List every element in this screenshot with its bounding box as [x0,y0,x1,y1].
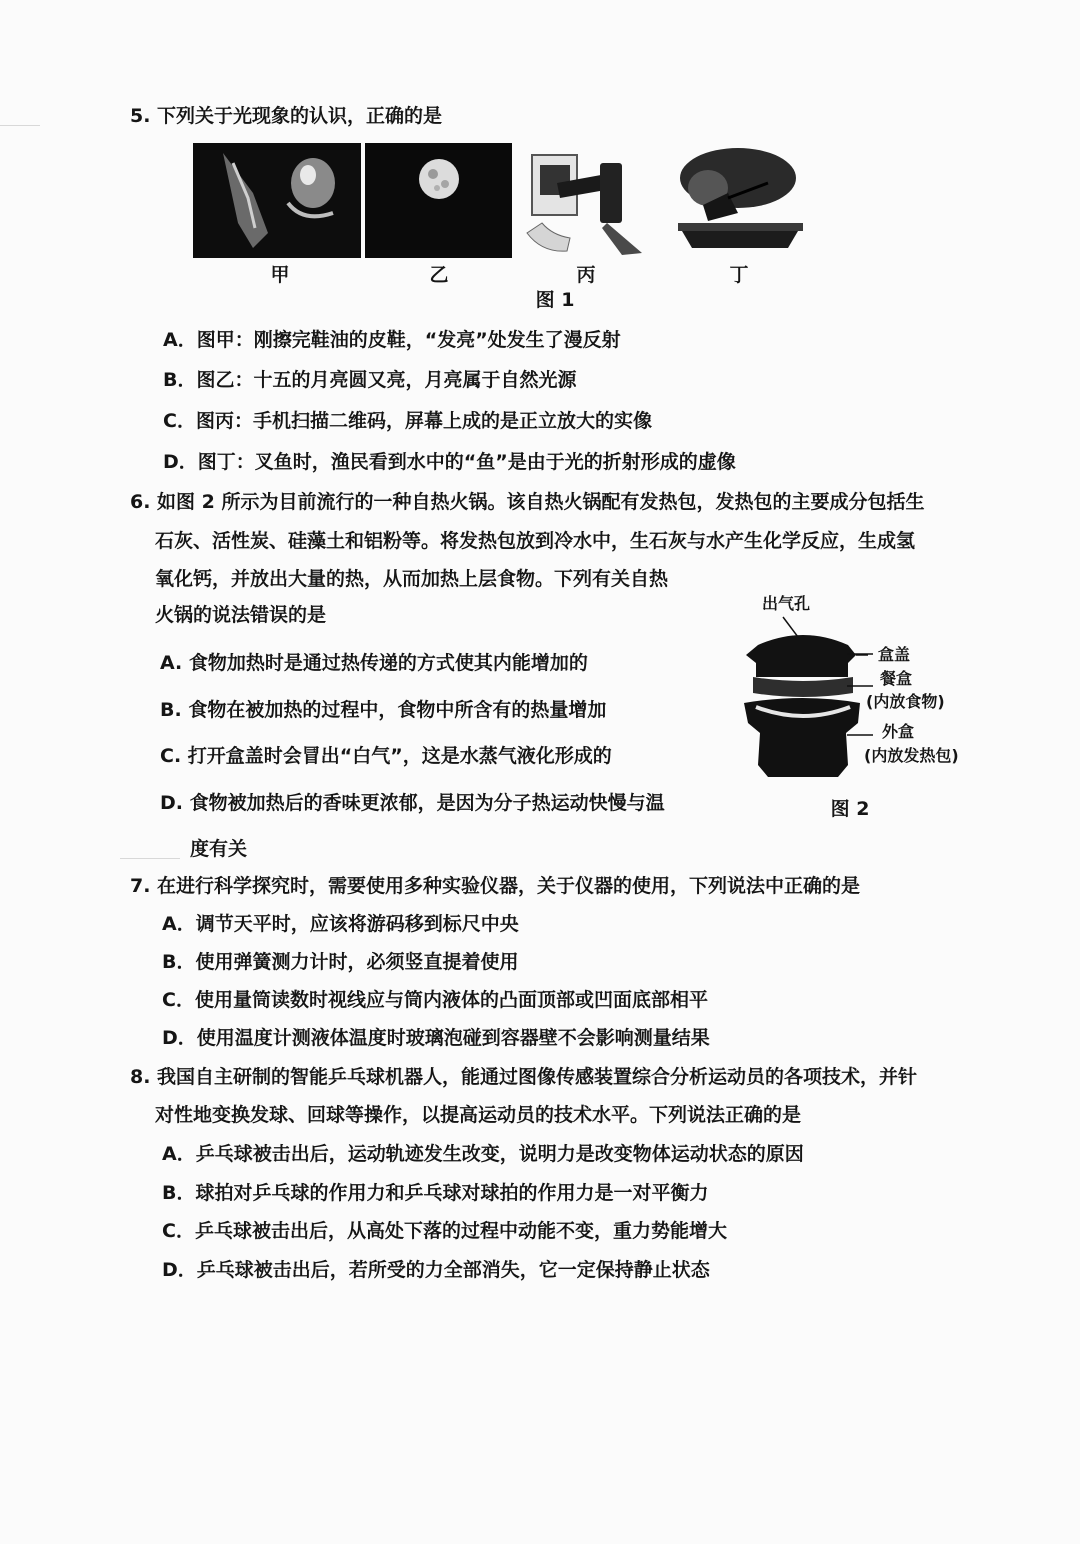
q5-option-a: A．图甲：刚擦完鞋油的皮鞋，“发亮”处发生了漫反射 [163,329,621,351]
label-meal-box: 餐盒 [880,669,913,688]
q8-option-a: A．乒乓球被击出后，运动轨迹发生改变，说明力是改变物体运动状态的原因 [162,1143,804,1165]
scan-smudge [120,858,180,859]
q7-option-a: A．调节天平时，应该将游码移到标尺中央 [162,913,519,935]
fig1-label-ding: 丁 [729,264,749,286]
q5-option-b: B．图乙：十五的月亮圆又亮，月亮属于自然光源 [163,369,577,391]
q8-option-b: B．球拍对乒乓球的作用力和乒乓球对球拍的作用力是一对平衡力 [162,1182,709,1204]
q6-option-a: A. 食物加热时是通过热传递的方式使其内能增加的 [160,652,588,674]
label-outer-box-note: (内放发热包) [864,746,959,765]
fig1-label-bing: 丙 [576,264,596,286]
q5-option-c: C．图丙：手机扫描二维码，屏幕上成的是正立放大的实像 [163,410,652,432]
q5-option-d: D．图丁：叉鱼时，渔民看到水中的“鱼”是由于光的折射形成的虚像 [163,451,736,473]
q6-option-d: D. 食物被加热后的香味更浓郁，是因为分子热运动快慢与温 [160,792,665,814]
q6-stem-line-3: 氧化钙，并放出大量的热，从而加热上层食物。下列有关自热 [155,568,669,590]
q7-option-d: D．使用温度计测液体温度时玻璃泡碰到容器壁不会影响测量结果 [162,1027,710,1049]
label-outer-box: 外盒 [882,722,915,741]
q8-option-c: C．乒乓球被击出后，从高处下落的过程中动能不变，重力势能增大 [162,1220,727,1242]
q8-stem-line-1: 8. 我国自主研制的智能乒乓球机器人，能通过图像传感装置综合分析运动员的各项技术，并针 [130,1066,918,1088]
fig1-label-yi: 乙 [429,264,449,286]
photo-moon [365,143,512,258]
scan-smudge [0,125,40,126]
q6-option-b: B. 食物在被加热的过程中，食物中所含有的热量增加 [160,699,607,721]
fig1-caption: 图 1 [535,289,575,311]
q6-option-d-cont: 度有关 [190,838,248,860]
q6-stem-line-1: 6. 如图 2 所示为目前流行的一种自热火锅。该自热火锅配有发热包，发热包的主要成分包括生 [130,491,925,513]
fig1-label-jia: 甲 [270,264,290,286]
q7-option-c: C．使用量筒读数时视线应与筒内液体的凸面顶部或凹面底部相平 [162,989,708,1011]
q7-option-b: B．使用弹簧测力计时，必须竖直提着使用 [162,951,519,973]
label-lid: 盒盖 [878,645,911,664]
photo-qr-scan [522,143,647,258]
label-meal-box-note: (内放食物) [866,692,945,711]
q8-stem-line-2: 对性地变换发球、回球等操作，以提高运动员的技术水平。下列说法正确的是 [155,1104,802,1126]
q6-stem-line-4: 火锅的说法错误的是 [155,604,327,626]
q5-stem: 5. 下列关于光现象的认识，正确的是 [130,105,443,127]
photo-spear-fishing [668,143,806,258]
label-vent: 出气孔 [762,594,811,613]
photo-shoe [193,143,361,258]
q7-stem: 7. 在进行科学探究时，需要使用多种实验仪器，关于仪器的使用，下列说法中正确的是 [130,875,861,897]
fig2-caption: 图 2 [830,798,870,820]
q8-option-d: D．乒乓球被击出后，若所受的力全部消失，它一定保持静止状态 [162,1259,710,1281]
q6-stem-line-2: 石灰、活性炭、硅藻土和铝粉等。将发热包放到冷水中，生石灰与水产生化学反应，生成氢 [155,530,916,552]
q6-option-c: C. 打开盒盖时会冒出“白气”，这是水蒸气液化形成的 [160,745,612,767]
